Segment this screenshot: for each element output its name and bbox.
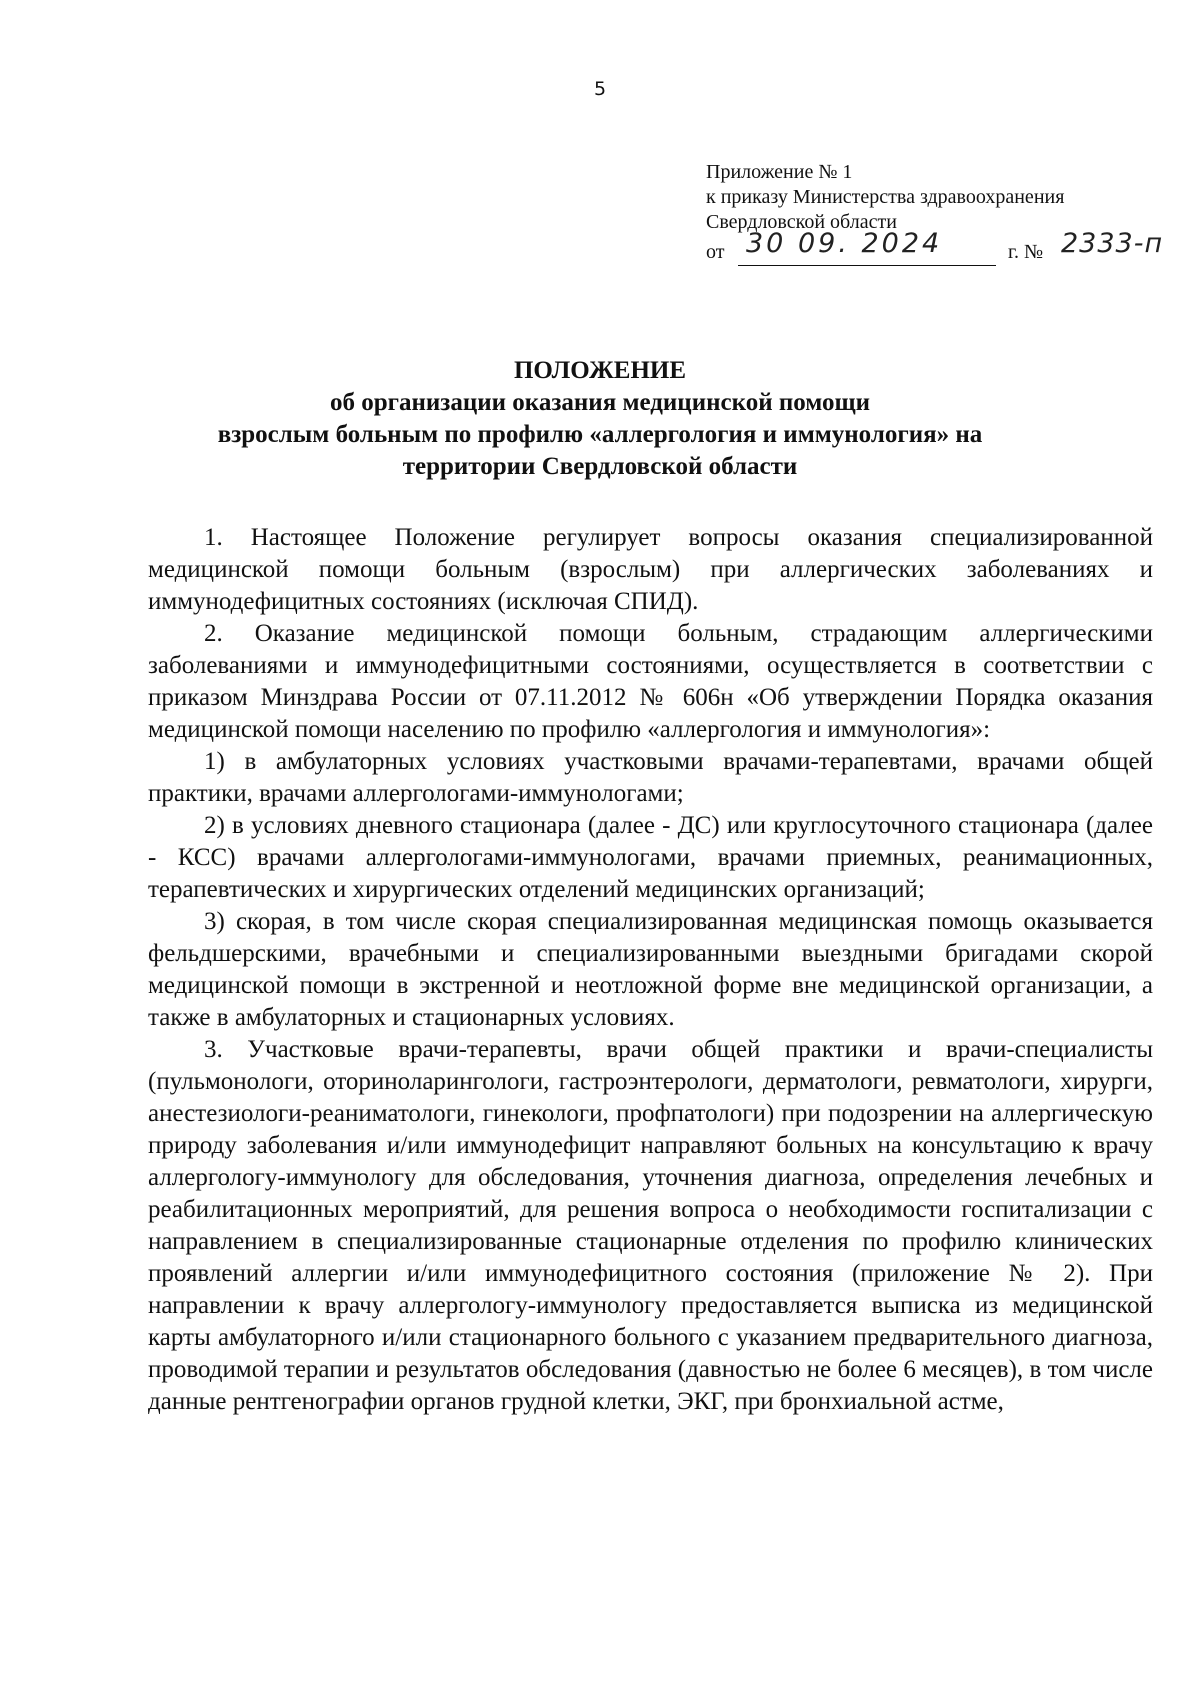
page-number: 5 <box>593 78 607 100</box>
order-number-label: г. № <box>1008 241 1044 263</box>
order-number-handwritten: 2333-п <box>1061 228 1164 259</box>
order-date-field <box>738 228 996 266</box>
paragraph-1: 1. Настоящее Положение регулирует вопросы оказания специализированной медицинской помощи больным (взрослым) при аллергических заболеваниях и иммунодефицитных состояниях (исключая СПИД). <box>148 524 1153 615</box>
date-prefix: от <box>706 241 725 263</box>
document-title <box>0 355 1200 483</box>
title-line-3: взрослым больным по профилю «аллергология и иммунология» на <box>217 421 983 448</box>
paragraph-2-item-1: 1) в амбулаторных условиях участковыми врачами-терапевтами, врачами общей практики, врачами аллергологами-иммунологами; <box>148 748 1153 807</box>
order-date-line <box>706 228 1176 265</box>
order-date-handwritten: 30 09. 2024 <box>746 228 943 259</box>
paragraph-3: 3. Участковые врачи-терапевты, врачи общей практики и врачи-специалисты (пульмонологи, оториноларингологи, гастроэнтерологи, дерматологи, ревматологи, хирурги, анестезиологи-реаниматологи, гинекологи, профпатологи) при подозрении на аллергическую природу заболевания и/или иммунодефицит направляют больных на консультацию к врачу аллергологу-иммунологу для обследования, уточнения диагноза, определения лечебных и реабилитационных мероприятий, для решения вопроса о необходимости госпитализации с направлением в специализированные стационарные отделения по профилю клинических проявлений аллергии и/или иммунодефицитного состояния (приложение № 2). При направлении к врачу аллергологу-иммунологу предоставляется выписка из медицинской карты амбулаторного и/или стационарного больного с указанием предварительного диагноза, проводимой терапии и результатов обследования (давностью не более 6 месяцев), в том числе данные рентгенографии органов грудной клетки, ЭКГ, при бронхиальной астме, <box>148 1036 1153 1415</box>
paragraph-2-item-2: 2) в условиях дневного стационара (далее - ДС) или круглосуточного стационара (далее - КСС) врачами аллергологами-иммунологами, врачами приемных, реанимационных, терапевтических и хирургических отделений медицинских организаций; <box>148 812 1153 903</box>
paragraph-2-item-3: 3) скорая, в том числе скорая специализированная медицинская помощь оказывается фельдшерскими, врачебными и специализированными выездными бригадами скорой медицинской помощи в экстренной и неотложной форме вне медицинской организации, а также в амбулаторных и стационарных условиях. <box>148 908 1153 1031</box>
appendix-line-1: Приложение № 1 <box>706 161 853 183</box>
appendix-line-3: Свердловской области <box>706 211 897 233</box>
document-body <box>148 522 1153 1418</box>
appendix-header <box>706 160 1176 265</box>
paragraph-2: 2. Оказание медицинской помощи больным, страдающим аллергическими заболеваниями и иммунодефицитными состояниями, осуществляется в соответствии с приказом Минздрава России от 07.11.2012 № 606н «Об утверждении Порядка оказания медицинской помощи населению по профилю «аллергология и иммунология»: <box>148 620 1153 743</box>
title-line-2: об организации оказания медицинской помощи <box>329 389 870 416</box>
title-line-4: территории Свердловской области <box>402 453 798 480</box>
order-number-field <box>1061 228 1169 265</box>
appendix-line-2: к приказу Министерства здравоохранения <box>706 186 1065 208</box>
title-line-1: ПОЛОЖЕНИЕ <box>513 357 687 384</box>
